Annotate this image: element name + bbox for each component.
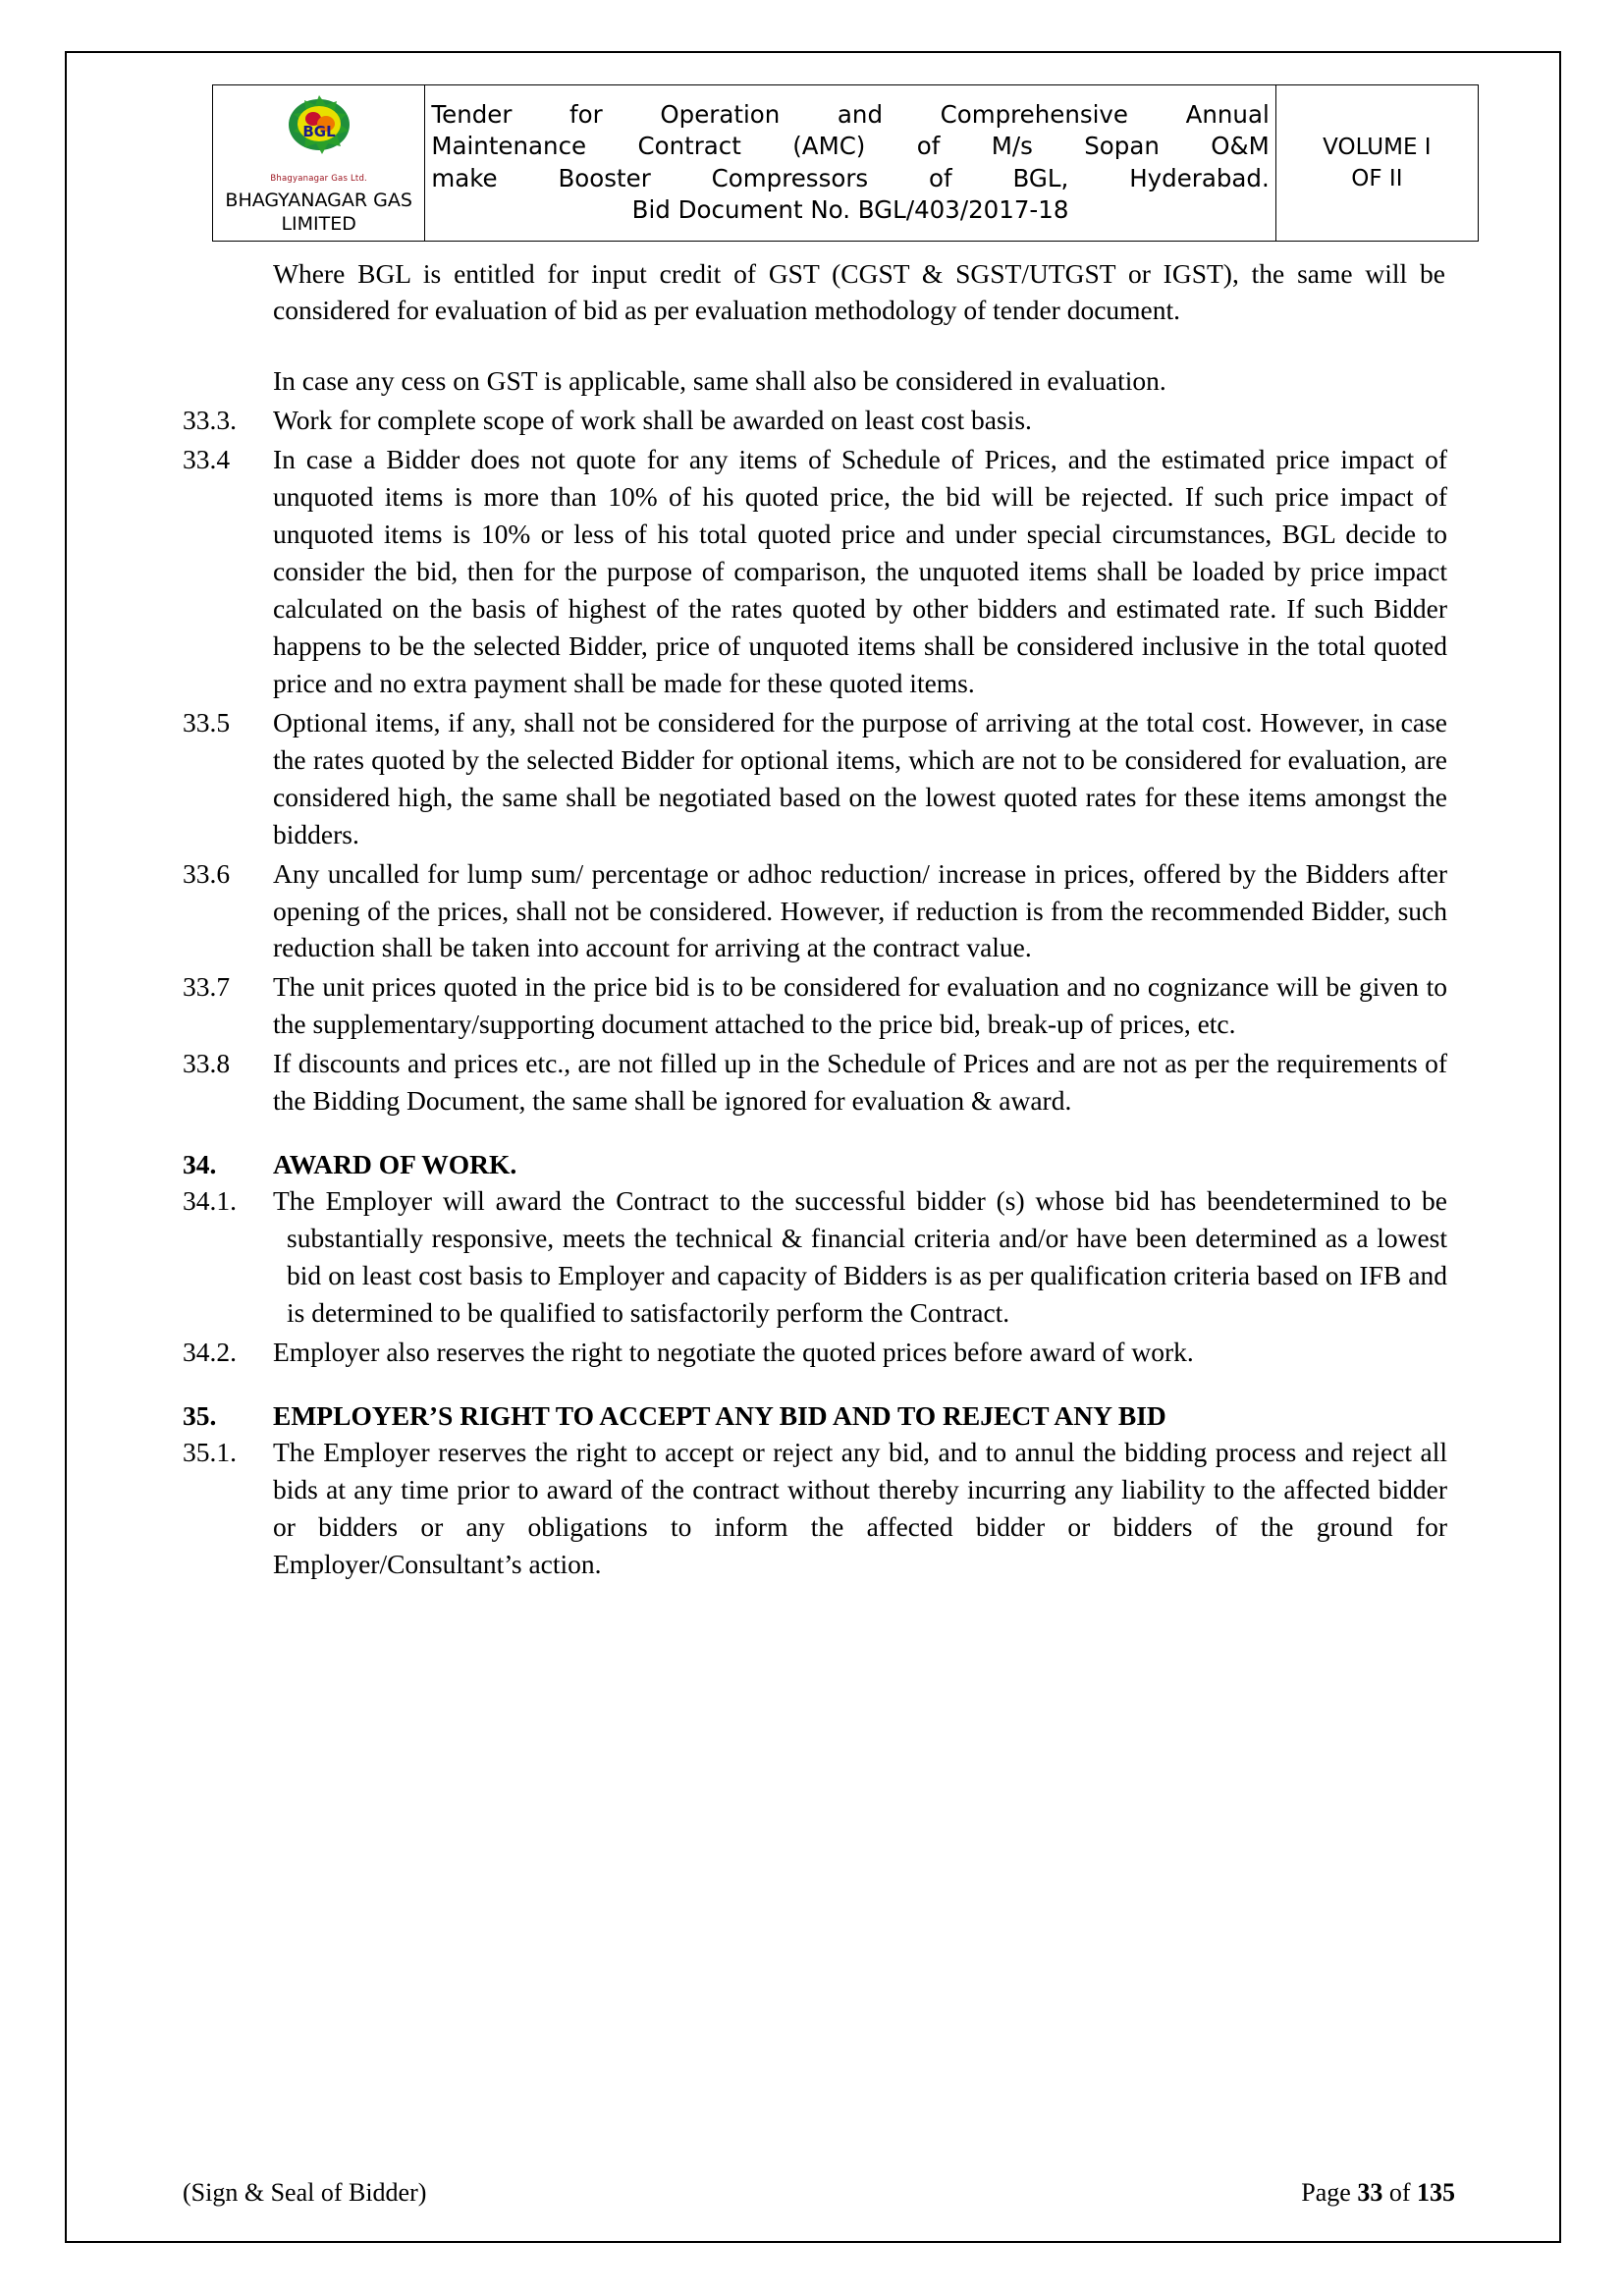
header-volume-line-2: OF II (1351, 165, 1403, 191)
section-34-heading (183, 1149, 1455, 1180)
clause-33-4 (183, 441, 1455, 702)
clause-33-3 (183, 402, 1455, 439)
clause-34-2-text: Employer also reserves the right to negotiate the quoted prices before award of work. (273, 1336, 1194, 1367)
bgl-logo-icon (274, 91, 364, 173)
clause-33-7 (183, 968, 1455, 1043)
header-title-line-1: Tender for Operation and Comprehensive Annual (431, 99, 1270, 129)
header-title-line-4: Bid Document No. BGL/403/2017-18 (631, 195, 1069, 225)
section-34-title: AWARD OF WORK. (273, 1149, 517, 1180)
header-volume-cell (1275, 85, 1478, 242)
cess-paragraph: In case any cess on GST is applicable, same shall also be considered in evaluation. (273, 365, 1166, 397)
footer-sign-seal: (Sign & Seal of Bidder) (183, 2178, 427, 2207)
header-volume-line-1: VOLUME I (1323, 134, 1432, 160)
clause-33-6 (183, 855, 1455, 967)
page-footer (183, 2178, 1455, 2208)
clause-33-8-text: If discounts and prices etc., are not filled up in the Schedule of Prices and are not as per the requirements of the Bidding Document, the same shall be ignored for evaluation & award. (273, 1048, 1447, 1117)
bgl-company-name-line1: BHAGYANAGAR GAS (225, 190, 412, 211)
footer-page-of: of (1382, 2178, 1417, 2207)
page-content (183, 84, 1455, 1583)
clause-33-6-number: 33.6 (183, 857, 231, 889)
clause-33-7-text: The unit prices quoted in the price bid is to be considered for evaluation and no cognizance will be given to the supplementary/supporting document attached to the price bid, break-up of prices, etc. (273, 971, 1447, 1040)
svg-text:BGL: BGL (302, 123, 336, 140)
clause-33-5-text: Optional items, if any, shall not be considered for the purpose of arriving at the total cost. However, in case the rates quoted by the selected Bidder for optional items, which are not to be considered for evaluation, are considered high, the same shall be negotiated based on the lowest quoted rates for these items amongst the bidders. (273, 706, 1447, 849)
bgl-logo-caption: Bhagyanagar Gas Ltd. (270, 174, 367, 184)
clause-33-3-number: 33.3. (183, 405, 237, 436)
clause-34-1-text: The Employer will award the Contract to the successful bidder (s) whose bid has beendetermined to be substantially responsive, meets the technical & financial criteria and/or have been determined as a lowest bid on least cost basis to Employer and capacity of Bidders is as per qualification criteria based on IFB and is determined to be qualified to satisfactorily perform the Contract. (273, 1185, 1447, 1328)
bgl-company-name-line2: LIMITED (281, 212, 356, 235)
clause-34-1 (183, 1182, 1455, 1332)
section-34-number: 34. (183, 1149, 217, 1180)
clause-33-4-number: 33.4 (183, 444, 231, 475)
section-35-heading (183, 1400, 1455, 1432)
clause-34-2 (183, 1334, 1455, 1371)
clause-35-1 (183, 1434, 1455, 1583)
clause-33-5 (183, 704, 1455, 853)
clause-33-6-text: Any uncalled for lump sum/ percentage or adhoc reduction/ increase in prices, offered by the Bidders after opening of the prices, shall not be considered. However, if reduction is from the recommended Bidder, such reduction shall be taken into account for arriving at the contract value. (273, 857, 1447, 963)
header-title-cell (425, 85, 1275, 242)
clause-33-3-text: Work for complete scope of work shall be awarded on least cost basis. (273, 405, 1032, 436)
header-title-line-3: make Booster Compressors of BGL, Hyderabad. (431, 163, 1270, 192)
footer-page-prefix: Page (1301, 2178, 1358, 2207)
clause-35-1-number: 35.1. (183, 1436, 237, 1467)
clause-33-8-number: 33.8 (183, 1048, 231, 1079)
clause-35-1-text: The Employer reserves the right to accept or reject any bid, and to annul the bidding process and reject all bids at any time prior to award of the contract without thereby incurring any liability to the affected bidder or bidders or any obligations to inform the affected bidder or bidders of the ground for Employer/Consultant’s action. (273, 1436, 1447, 1579)
document-header-table (212, 84, 1479, 242)
bgl-logo (219, 89, 418, 237)
clause-34-2-number: 34.2. (183, 1336, 237, 1367)
section-35-number: 35. (183, 1399, 217, 1431)
header-logo-cell (213, 85, 425, 242)
clause-33-4-text: In case a Bidder does not quote for any items of Schedule of Prices, and the estimated price impact of unquoted items is more than 10% of his quoted price, the bid will be rejected. If such price impact of unquoted items is 10% or less of his total quoted price and under special circumstances, BGL decide to consider the bid, then for the purpose of comparison, the unquoted items shall be loaded by price impact calculated on the basis of highest of the rates quoted by other bidders and estimated rate. If such Bidder happens to be the selected Bidder, price of unquoted items shall be considered inclusive in the total quoted price and no extra payment shall be made for these quoted items. (273, 444, 1447, 698)
footer-page-total: 135 (1417, 2178, 1455, 2207)
clause-33-5-number: 33.5 (183, 706, 231, 738)
section-35-title: EMPLOYER’S RIGHT TO ACCEPT ANY BID AND TO REJECT ANY BID (273, 1399, 1166, 1431)
header-title-line-2: Maintenance Contract (AMC) of M/s Sopan O&M (431, 132, 1270, 161)
footer-page-current: 33 (1357, 2178, 1383, 2207)
clause-34-1-number: 34.1. (183, 1185, 237, 1217)
intro-paragraph: Where BGL is entitled for input credit of GST (CGST & SGST/UTGST or IGST), the same will be considered for evaluation of bid as per evaluation methodology of tender document. (273, 257, 1445, 326)
footer-page-number (1301, 2178, 1455, 2208)
clause-33-7-number: 33.7 (183, 971, 231, 1003)
clause-33-8 (183, 1045, 1455, 1120)
